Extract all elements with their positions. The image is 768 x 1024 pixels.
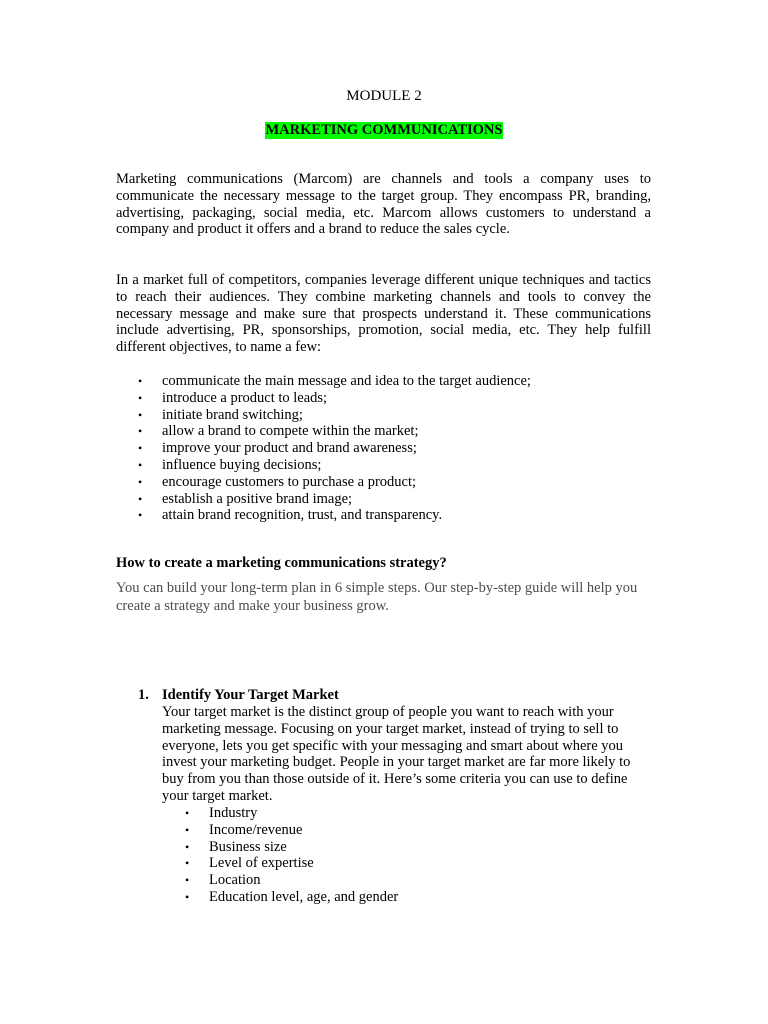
list-item-text: Income/revenue: [209, 821, 303, 838]
list-item: [116, 373, 651, 390]
bullet-icon: •: [138, 424, 143, 439]
competitors-paragraph: In a market full of competitors, companies leverage different unique techniques and tactics to reach their audiences. They combine marketing channels and tools to convey the necessary message and make sure that prospects understand it. These communications include advertising, PR, sponsorships, promotion, social media, etc. They help fulfill different objectives, to name a few:: [116, 272, 651, 356]
list-item: [162, 822, 398, 839]
list-item: [116, 457, 651, 474]
list-item-text: Business size: [209, 838, 287, 855]
bullet-icon: •: [185, 856, 190, 871]
list-item: [162, 839, 398, 856]
list-item: [162, 805, 398, 822]
list-item-text: influence buying decisions;: [162, 456, 322, 473]
list-item: [116, 407, 651, 424]
bullet-icon: •: [138, 374, 143, 388]
bullet-icon: •: [185, 839, 190, 854]
list-item-text: communicate the main message and idea to the target audience;: [162, 373, 531, 389]
list-item-text: Industry: [209, 805, 258, 821]
title-wrapper: [0, 121, 768, 139]
howto-heading: How to create a marketing communications strategy?: [116, 555, 447, 571]
list-item-text: improve your product and brand awareness;: [162, 440, 417, 457]
list-item: [116, 390, 651, 407]
module-label: MODULE 2: [346, 88, 422, 104]
step-number: 1.: [138, 687, 149, 703]
bullet-icon: •: [185, 822, 190, 837]
intro-paragraph: Marketing communications (Marcom) are channels and tools a company uses to communicate the necessary message to the target group. They encompass PR, branding, advertising, packaging, social media, etc. Marcom allows customers to understand a company and product it offers and a brand to reduce the sales cycle.: [116, 171, 651, 238]
bullet-icon: •: [138, 508, 143, 523]
list-item-text: attain brand recognition, trust, and transparency.: [162, 507, 443, 524]
list-item-text: Location: [209, 872, 261, 889]
list-item-text: introduce a product to leads;: [162, 389, 328, 406]
list-item-text: initiate brand switching;: [162, 406, 303, 423]
list-item-text: encourage customers to purchase a product;: [162, 473, 417, 490]
list-item-text: allow a brand to compete within the market;: [162, 423, 419, 440]
document-title: MARKETING COMMUNICATIONS: [265, 122, 503, 138]
objectives-list: [116, 373, 651, 524]
list-item: [162, 889, 398, 906]
list-item: [162, 872, 398, 889]
bullet-icon: •: [138, 491, 143, 506]
bullet-icon: •: [185, 889, 190, 904]
step-body: Your target market is the distinct group of people you want to reach with your marketing message. Focusing on your target market, instead of trying to sell to everyone, lets you get specific with your messaging and smart about where you invest your marketing budget. People in your target market are far more likely to buy from you than those outside of it. Here’s some criteria you can use to define your target market.: [162, 704, 631, 804]
bullet-icon: •: [185, 806, 190, 820]
list-item: [116, 423, 651, 440]
list-item-text: Education level, age, and gender: [209, 888, 399, 905]
list-item: [116, 491, 651, 508]
list-item: [162, 855, 398, 872]
bullet-icon: •: [138, 474, 143, 489]
list-item-text: Level of expertise: [209, 855, 314, 872]
list-item: [116, 440, 651, 457]
criteria-list: [162, 805, 398, 906]
list-item: [116, 474, 651, 491]
bullet-icon: •: [185, 873, 190, 888]
step-title: Identify Your Target Market: [162, 687, 339, 703]
bullet-icon: •: [138, 457, 143, 472]
list-item-text: establish a positive brand image;: [162, 490, 353, 507]
bullet-icon: •: [138, 407, 143, 422]
bullet-icon: •: [138, 390, 143, 405]
howto-intro: You can build your long-term plan in 6 simple steps. Our step-by-step guide will help you create a strategy and make your business grow.: [116, 580, 638, 614]
bullet-icon: •: [138, 441, 143, 456]
list-item: [116, 507, 651, 524]
